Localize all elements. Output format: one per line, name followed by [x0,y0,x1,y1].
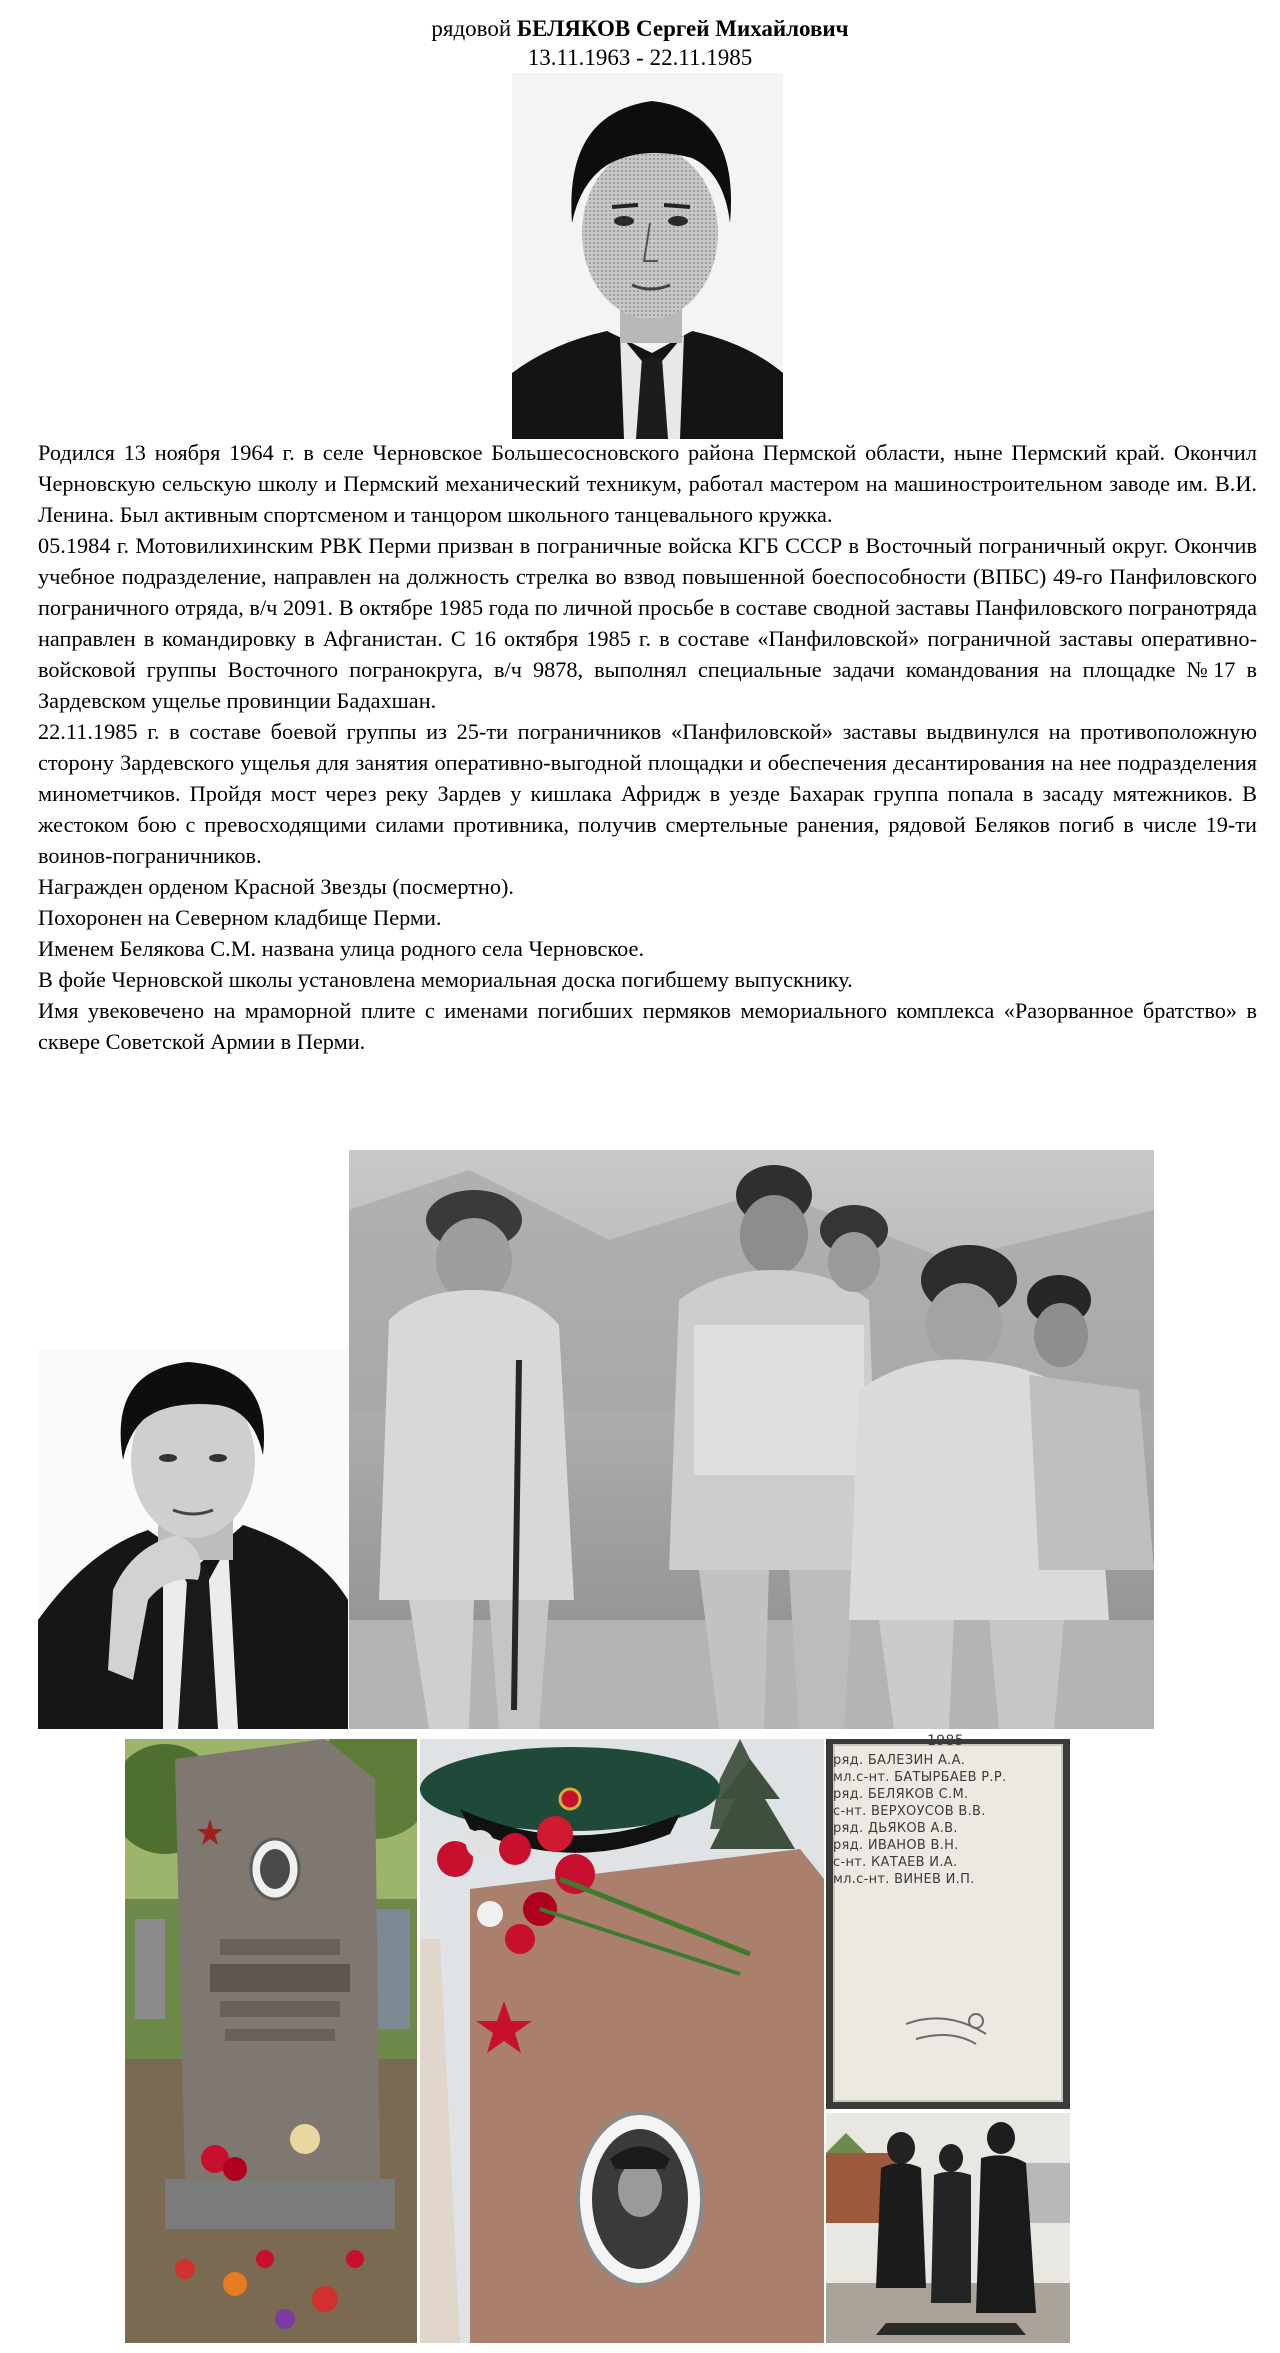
broken-brotherhood-monument-photo [826,2113,1070,2343]
bio-paragraph-memorial: Имя увековечено на мраморной плите с именами погибших пермяков мемориального комплекса «Разорванное братство» в сквере Советской Армии в Перми. [38,998,1257,1054]
memorial-cap-photo [420,1739,824,2343]
bio-paragraph-birth: Родился 13 ноября 1964 г. в селе Черновское Большесосновского района Пермской области, ныне Пермский край. Окончил Черновскую сельскую школу и Пермский механический техникум, работал мастером на машиностроительном заводе им. В.И. Ленина. Был активным спортсменом и танцором школьного танцевального кружка. [38,440,1257,527]
grave-photo [125,1739,417,2343]
bio-paragraph-street: Именем Белякова С.М. названа улица родного села Черновское. [38,936,645,961]
plaque-name: ряд. БАЛЕЗИН А.А. [833,1753,966,1768]
title-line [0,14,1280,43]
bio-paragraph-burial: Похоронен на Северном кладбище Перми. [38,905,442,930]
bio-paragraph-award: Награжден орденом Красной Звезды (посмертно). [38,874,515,899]
plaque-name: ряд. ИВАНОВ В.Н. [833,1838,959,1853]
rank-label: рядовой [431,16,517,41]
biography-text [38,437,1257,1057]
bio-paragraph-battle: 22.11.1985 г. в составе боевой группы из 25-ти пограничников «Панфиловской» заставы выдвинулся на противоположную сторону Зардевского ущелья для занятия оперативно-выгодной площадки и обеспечения десантирования на нее подразделения минометчиков. Пройдя мост через реку Зардев у кишлака Афридж в уезде Бахарак группа попала в засаду мятежников. В жестоком бою с превосходящими силами противника, получив смертельные ранения, рядовой Беляков погиб в числе 19-ти воинов-пограничников. [38,719,1257,868]
plaque-name: мл.с-нт. ВИНЕВ И.П. [833,1872,975,1887]
page-header [0,14,1280,72]
plaque-name: ряд. ДЬЯКОВ А.В. [833,1821,958,1836]
bio-paragraph-service: 05.1984 г. Мотовилихинским РВК Перми призван в пограничные войска КГБ СССР в Восточный пограничный округ. Окончив учебное подразделение, направлен на должность стрелка во взвод повышенной боеспособности (ВПБС) 49-го Панфиловского пограничного отряда, в/ч 2091. В октябре 1985 года по личной просьбе в составе сводной заставы Панфиловского погранотряда направлен в командировку в Афганистан. С 16 октября 1985 г. в составе «Панфиловской» пограничной заставы оперативно-войсковой группы Восточного погранокруга, в/ч 9878, выполнял специальные задачи командования на площадке №17 в Зардевском ущелье провинции Бадахшан. [38,533,1257,713]
plaque-name: с-нт. КАТАЕВ И.А. [833,1855,958,1870]
bio-paragraph-school: В фойе Черновской школы установлена мемориальная доска погибшему выпускнику. [38,967,853,992]
portrait-photo [512,73,783,439]
person-name: БЕЛЯКОВ Сергей Михайлович [516,16,849,41]
young-portrait-photo [38,1350,348,1729]
plaque-year: 1985 [927,1733,964,1749]
soldiers-group-photo [349,1150,1154,1729]
plaque-name: мл.с-нт. БАТЫРБАЕВ Р.Р. [833,1770,1007,1785]
life-dates: 13.11.1963 - 22.11.1985 [527,45,753,70]
plaque-names [833,1733,1058,1888]
plaque-name: ряд. БЕЛЯКОВ С.М. [833,1787,969,1802]
plaque-name: с-нт. ВЕРХОУСОВ В.В. [833,1804,986,1819]
